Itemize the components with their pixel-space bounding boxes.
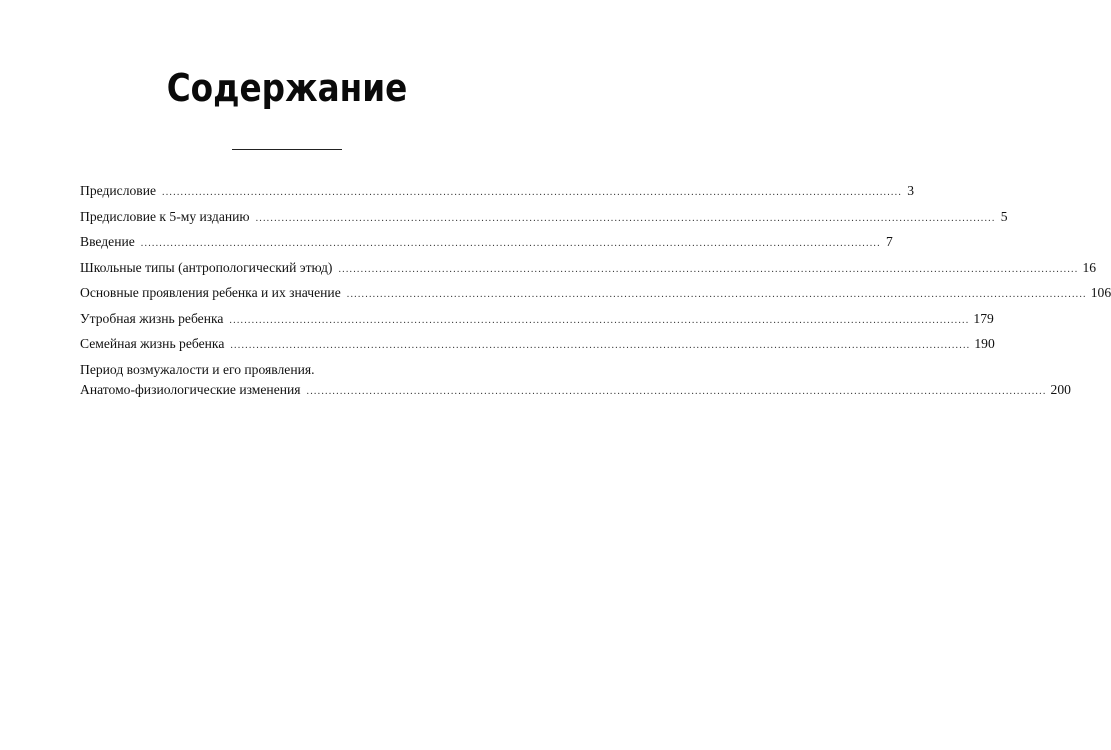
toc-entry-label: Введение <box>80 234 135 249</box>
dot-leader: ........................................................................................................................................................................................................ <box>255 212 996 224</box>
toc-entry-school-types <box>80 259 1097 278</box>
toc-entry-prenatal-life <box>80 310 994 329</box>
toc-page-number: 7 <box>886 234 893 249</box>
dot-leader: ........................................................................................................................................................................................................ <box>230 340 971 351</box>
toc-entry-label-line2: Анатомо-физиологические изменения <box>80 381 301 397</box>
toc-entry-label-line1: Период возмужалости и его проявления. <box>80 361 315 377</box>
toc-page-number: 16 <box>1082 259 1097 275</box>
toc-page-number: 3 <box>907 183 915 198</box>
toc-entry-label: Предисловие к 5-му изданию <box>80 208 250 224</box>
dot-leader: ........................................................................................................................................................................................................ <box>229 314 970 326</box>
toc-page-number: 200 <box>1050 381 1071 397</box>
toc-page-number: 5 <box>1000 208 1008 224</box>
toc-entry-label: Основные проявления ребенка и их значение <box>80 285 341 300</box>
dot-leader: ........................................................................................................................................................................................................ <box>338 263 1079 275</box>
toc-entry-label: Школьные типы (антропологический этюд) <box>80 259 333 275</box>
toc-entry-label: Семейная жизнь ребенка <box>80 336 225 351</box>
toc-entry-label: Утробная жизнь ребенка <box>80 310 224 326</box>
table-of-contents <box>80 183 1111 407</box>
toc-entry-puberty <box>80 361 1071 400</box>
title-underline <box>232 149 342 150</box>
dot-leader: ........................................................................................................................................................................................................ <box>346 289 1087 300</box>
toc-entry-preface-5th-edition <box>80 208 1008 227</box>
dot-leader: ........................................................................................................................................................................................................ <box>162 187 903 198</box>
toc-entry-preface <box>80 183 915 201</box>
toc-entry-main-manifestations <box>80 285 1111 303</box>
toc-page-number: 179 <box>973 310 994 326</box>
dot-leader: ........................................................................................................................................................................................................ <box>306 385 1047 397</box>
dot-leader: ........................................................................................................................................................................................................ <box>140 238 881 249</box>
page-title: Содержание <box>166 66 408 110</box>
toc-page-number: 190 <box>974 336 995 351</box>
toc-entry-label: Предисловие <box>80 183 157 198</box>
toc-entry-introduction <box>80 234 893 252</box>
toc-page-number: 106 <box>1090 285 1111 300</box>
toc-entry-family-life <box>80 336 995 354</box>
